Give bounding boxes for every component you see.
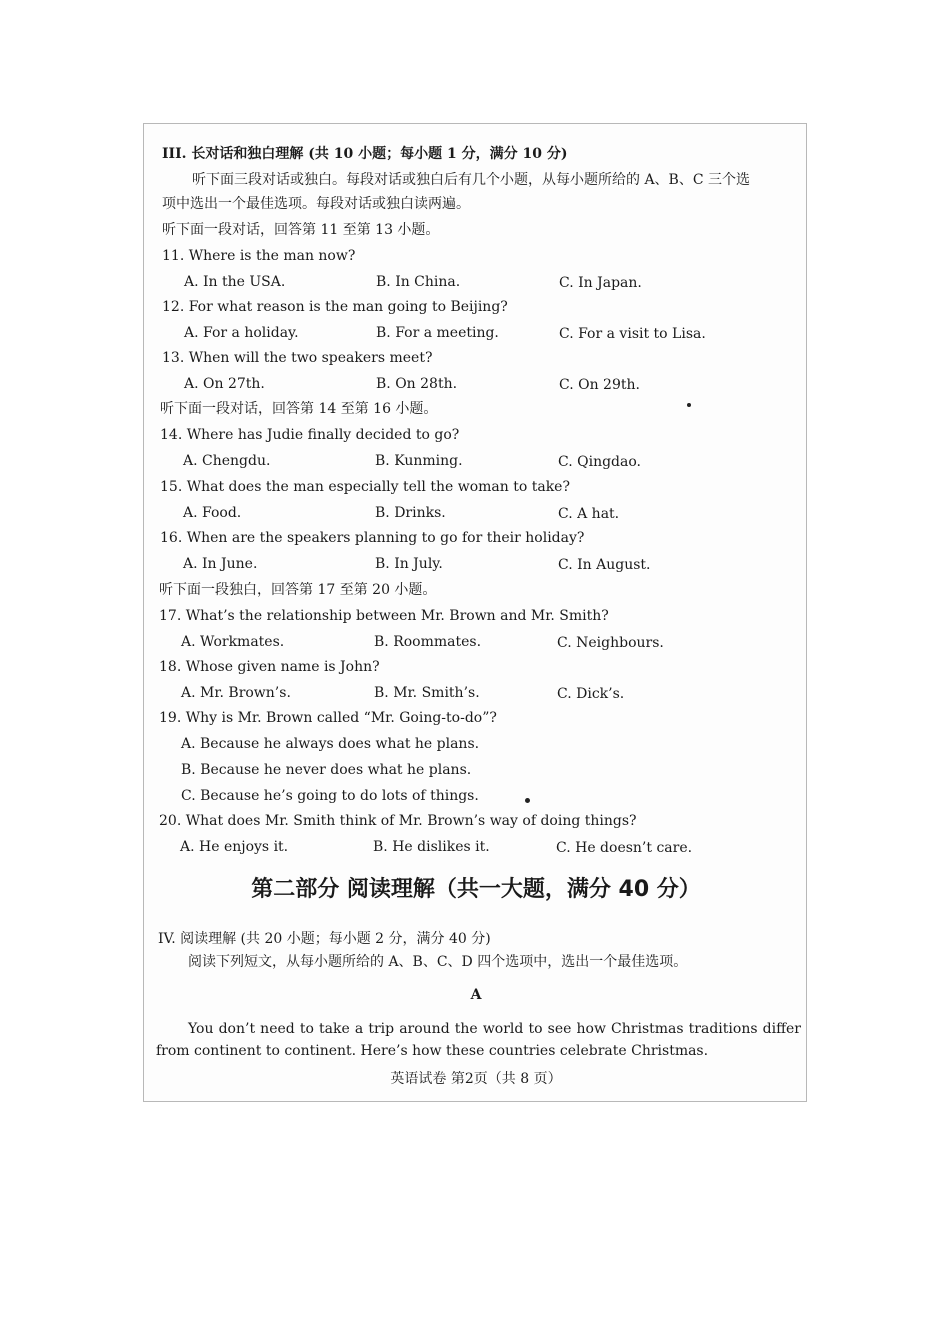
- option-a: A. For a holiday.: [184, 325, 299, 341]
- group-intro: 听下面一段对话，回答第 11 至第 13 小题。: [162, 222, 440, 238]
- option-b: B. Drinks.: [375, 505, 446, 521]
- section-heading: IV. 阅读理解 (共 20 小题；每小题 2 分，满分 40 分): [158, 931, 491, 947]
- option-c: C. Qingdao.: [558, 454, 641, 470]
- section-heading: III. 长对话和独白理解 (共 10 小题；每小题 1 分，满分 10 分): [162, 146, 568, 162]
- option-c: C. A hat.: [558, 506, 620, 522]
- option-c: C. Neighbours.: [557, 635, 664, 651]
- option-a: A. Food.: [183, 505, 242, 521]
- section-instruction-line2: 项中选出一个最佳选项。每段对话或独白读两遍。: [162, 196, 470, 212]
- option-b: B. Mr. Smith’s.: [374, 685, 480, 701]
- question-stem: 19. Why is Mr. Brown called “Mr. Going-to-do”?: [159, 710, 497, 726]
- question-stem: 15. What does the man especially tell the woman to take?: [160, 479, 570, 495]
- section-instruction: 阅读下列短文，从每小题所给的 A、B、C、D 四个选项中，选出一个最佳选项。: [188, 954, 688, 970]
- option-c: C. In Japan.: [559, 275, 642, 291]
- scan-speck: [687, 403, 691, 407]
- question-stem: 13. When will the two speakers meet?: [162, 350, 433, 366]
- option-b: B. On 28th.: [376, 376, 458, 392]
- option-c: C. For a visit to Lisa.: [559, 326, 706, 342]
- group-intro: 听下面一段独白，回答第 17 至第 20 小题。: [159, 582, 437, 598]
- question-stem: 11. Where is the man now?: [162, 248, 356, 264]
- option-c: C. Because he’s going to do lots of things.: [181, 788, 479, 804]
- scan-speck: [525, 798, 530, 803]
- option-a: A. Chengdu.: [183, 453, 271, 469]
- option-a: A. Because he always does what he plans.: [181, 736, 480, 752]
- option-a: A. On 27th.: [184, 376, 265, 392]
- question-stem: 17. What’s the relationship between Mr. Brown and Mr. Smith?: [159, 608, 609, 624]
- question-stem: 12. For what reason is the man going to Beijing?: [162, 299, 508, 315]
- question-stem: 18. Whose given name is John?: [159, 659, 380, 675]
- option-c: C. Dick’s.: [557, 686, 625, 702]
- part-title: 第二部分 阅读理解（共一大题，满分 40 分）: [251, 877, 701, 902]
- option-b: B. He dislikes it.: [373, 839, 490, 855]
- exam-page: [143, 123, 807, 1102]
- question-stem: 20. What does Mr. Smith think of Mr. Brown’s way of doing things?: [159, 813, 637, 829]
- group-intro: 听下面一段对话，回答第 14 至第 16 小题。: [160, 401, 438, 417]
- option-b: B. Roommates.: [374, 634, 482, 650]
- option-a: A. In the USA.: [184, 274, 286, 290]
- passage-label: A: [470, 987, 482, 1003]
- section-instruction-line1: 听下面三段对话或独白。每段对话或独白后有几个小题，从每小题所给的 A、B、C 三个选: [192, 172, 751, 188]
- option-c: C. He doesn’t care.: [556, 840, 693, 856]
- page-footer: 英语试卷 第2页（共 8 页）: [390, 1071, 562, 1087]
- option-b: B. In China.: [376, 274, 461, 290]
- option-b: B. In July.: [375, 556, 443, 572]
- option-a: A. Workmates.: [181, 634, 285, 650]
- option-b: B. For a meeting.: [376, 325, 499, 341]
- option-a: A. Mr. Brown’s.: [181, 685, 291, 701]
- question-stem: 16. When are the speakers planning to go for their holiday?: [160, 530, 585, 546]
- question-stem: 14. Where has Judie finally decided to go?: [160, 427, 460, 443]
- option-c: C. In August.: [558, 557, 651, 573]
- option-a: A. He enjoys it.: [180, 839, 289, 855]
- option-b: B. Because he never does what he plans.: [181, 762, 472, 778]
- option-c: C. On 29th.: [559, 377, 640, 393]
- option-b: B. Kunming.: [375, 453, 463, 469]
- option-a: A. In June.: [183, 556, 258, 572]
- passage-text: You don’t need to take a trip around the world to see how Christmas traditions differ from continent to continent. Here’s how these countries celebrate Christmas.: [156, 1021, 801, 1059]
